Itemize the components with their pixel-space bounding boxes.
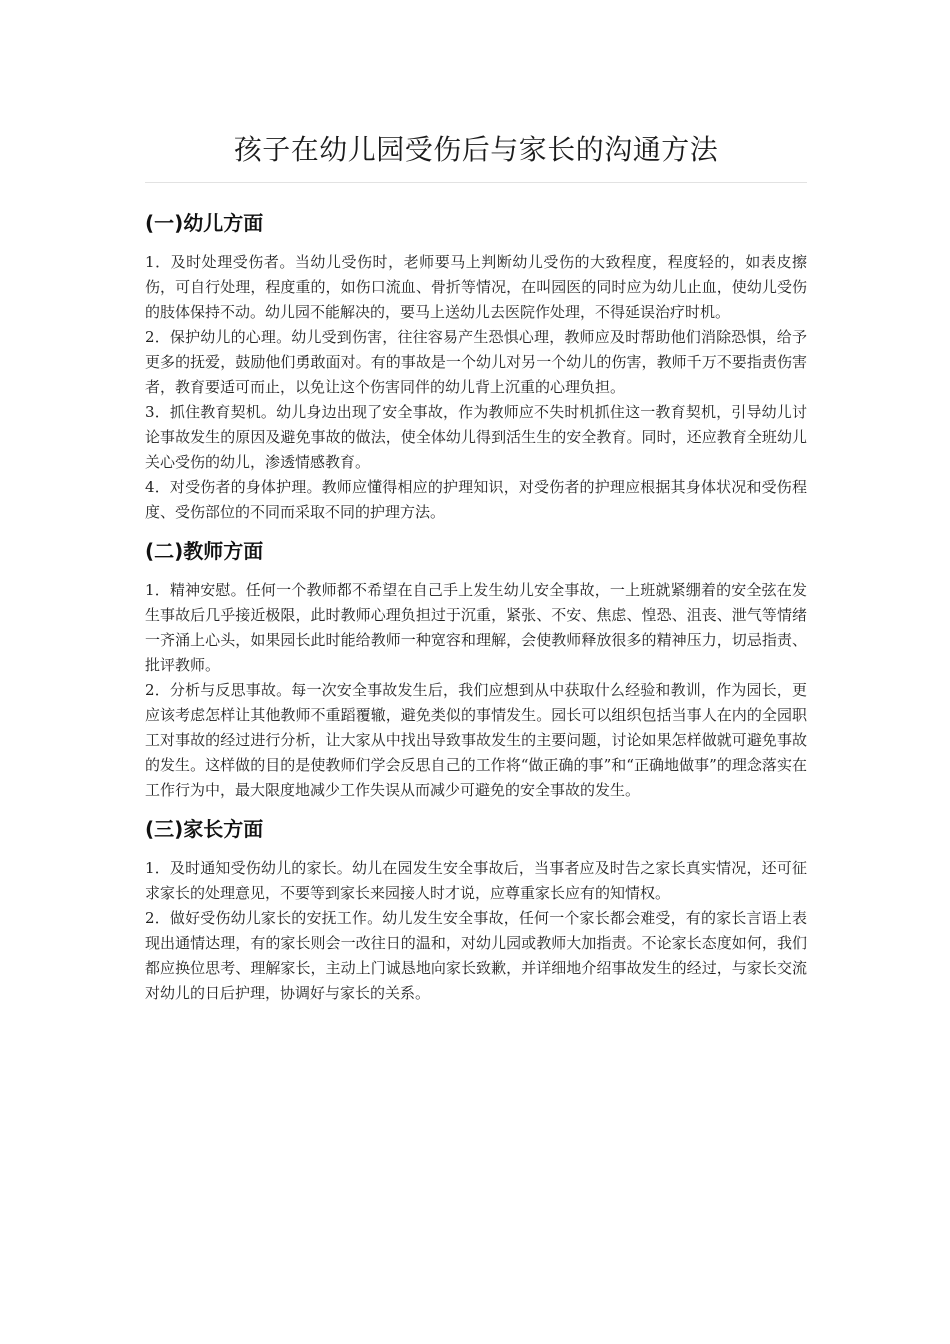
section-heading: (一)幼儿方面: [145, 211, 264, 235]
section-children: [145, 207, 807, 525]
section-teachers: [145, 535, 807, 803]
paragraph: 4．对受伤者的身体护理。教师应懂得相应的护理知识，对受伤者的护理应根据其身体状况和受伤程度、受伤部位的不同而采取不同的护理方法。: [145, 478, 807, 521]
document-title: 孩子在幼儿园受伤后与家长的沟通方法: [233, 133, 719, 166]
section-heading: (二)教师方面: [145, 539, 264, 563]
paragraph: 2．做好受伤幼儿家长的安抚工作。幼儿发生安全事故，任何一个家长都会难受，有的家长言语上表现出通情达理，有的家长则会一改往日的温和，对幼儿园或教师大加指责。不论家长态度如何，我们都应换位思考、理解家长，主动上门诚恳地向家长致歉，并详细地介绍事故发生的经过，与家长交流对幼儿的日后护理，协调好与家长的关系。: [145, 909, 807, 1002]
paragraph: 2．保护幼儿的心理。幼儿受到伤害，往往容易产生恐惧心理，教师应及时帮助他们消除恐惧，给予更多的抚爱，鼓励他们勇敢面对。有的事故是一个幼儿对另一个幼儿的伤害，教师千万不要指责伤害者，教育要适可而止，以免让这个伤害同伴的幼儿背上沉重的心理负担。: [145, 328, 807, 396]
title-divider: [145, 182, 807, 183]
paragraph: 1．及时通知受伤幼儿的家长。幼儿在园发生安全事故后，当事者应及时告之家长真实情况，还可征求家长的处理意见，不要等到家长来园接人时才说，应尊重家长应有的知情权。: [145, 859, 807, 902]
paragraph: 1．精神安慰。任何一个教师都不希望在自己手上发生幼儿安全事故，一上班就紧绷着的安全弦在发生事故后几乎接近极限，此时教师心理负担过于沉重，紧张、不安、焦虑、惶恐、沮丧、泄气等情绪一齐涌上心头，如果园长此时能给教师一种宽容和理解，会使教师释放很多的精神压力，切忌指责、批评教师。: [145, 581, 807, 674]
paragraph: 2．分析与反思事故。每一次安全事故发生后，我们应想到从中获取什么经验和教训，作为园长，更应该考虑怎样让其他教师不重蹈覆辙，避免类似的事情发生。园长可以组织包括当事人在内的全园职工对事故的经过进行分析，让大家从中找出导致事故发生的主要问题，讨论如果怎样做就可避免事故的发生。这样做的目的是使教师们学会反思自己的工作将“做正确的事”和“正确地做事”的理念落实在工作行为中，最大限度地减少工作失误从而减少可避免的安全事故的发生。: [145, 681, 807, 799]
paragraph: 1．及时处理受伤者。当幼儿受伤时，老师要马上判断幼儿受伤的大致程度，程度轻的，如表皮擦伤，可自行处理，程度重的，如伤口流血、骨折等情况，在叫园医的同时应为幼儿止血，使幼儿受伤的肢体保持不动。幼儿园不能解决的，要马上送幼儿去医院作处理，不得延误治疗时机。: [145, 253, 807, 321]
document-page: [145, 128, 807, 1016]
section-parents: [145, 813, 807, 1006]
section-heading: (三)家长方面: [145, 817, 264, 841]
paragraph: 3．抓住教育契机。幼儿身边出现了安全事故，作为教师应不失时机抓住这一教育契机，引导幼儿讨论事故发生的原因及避免事故的做法，使全体幼儿得到活生生的安全教育。同时，还应教育全班幼儿关心受伤的幼儿，渗透情感教育。: [145, 403, 807, 471]
